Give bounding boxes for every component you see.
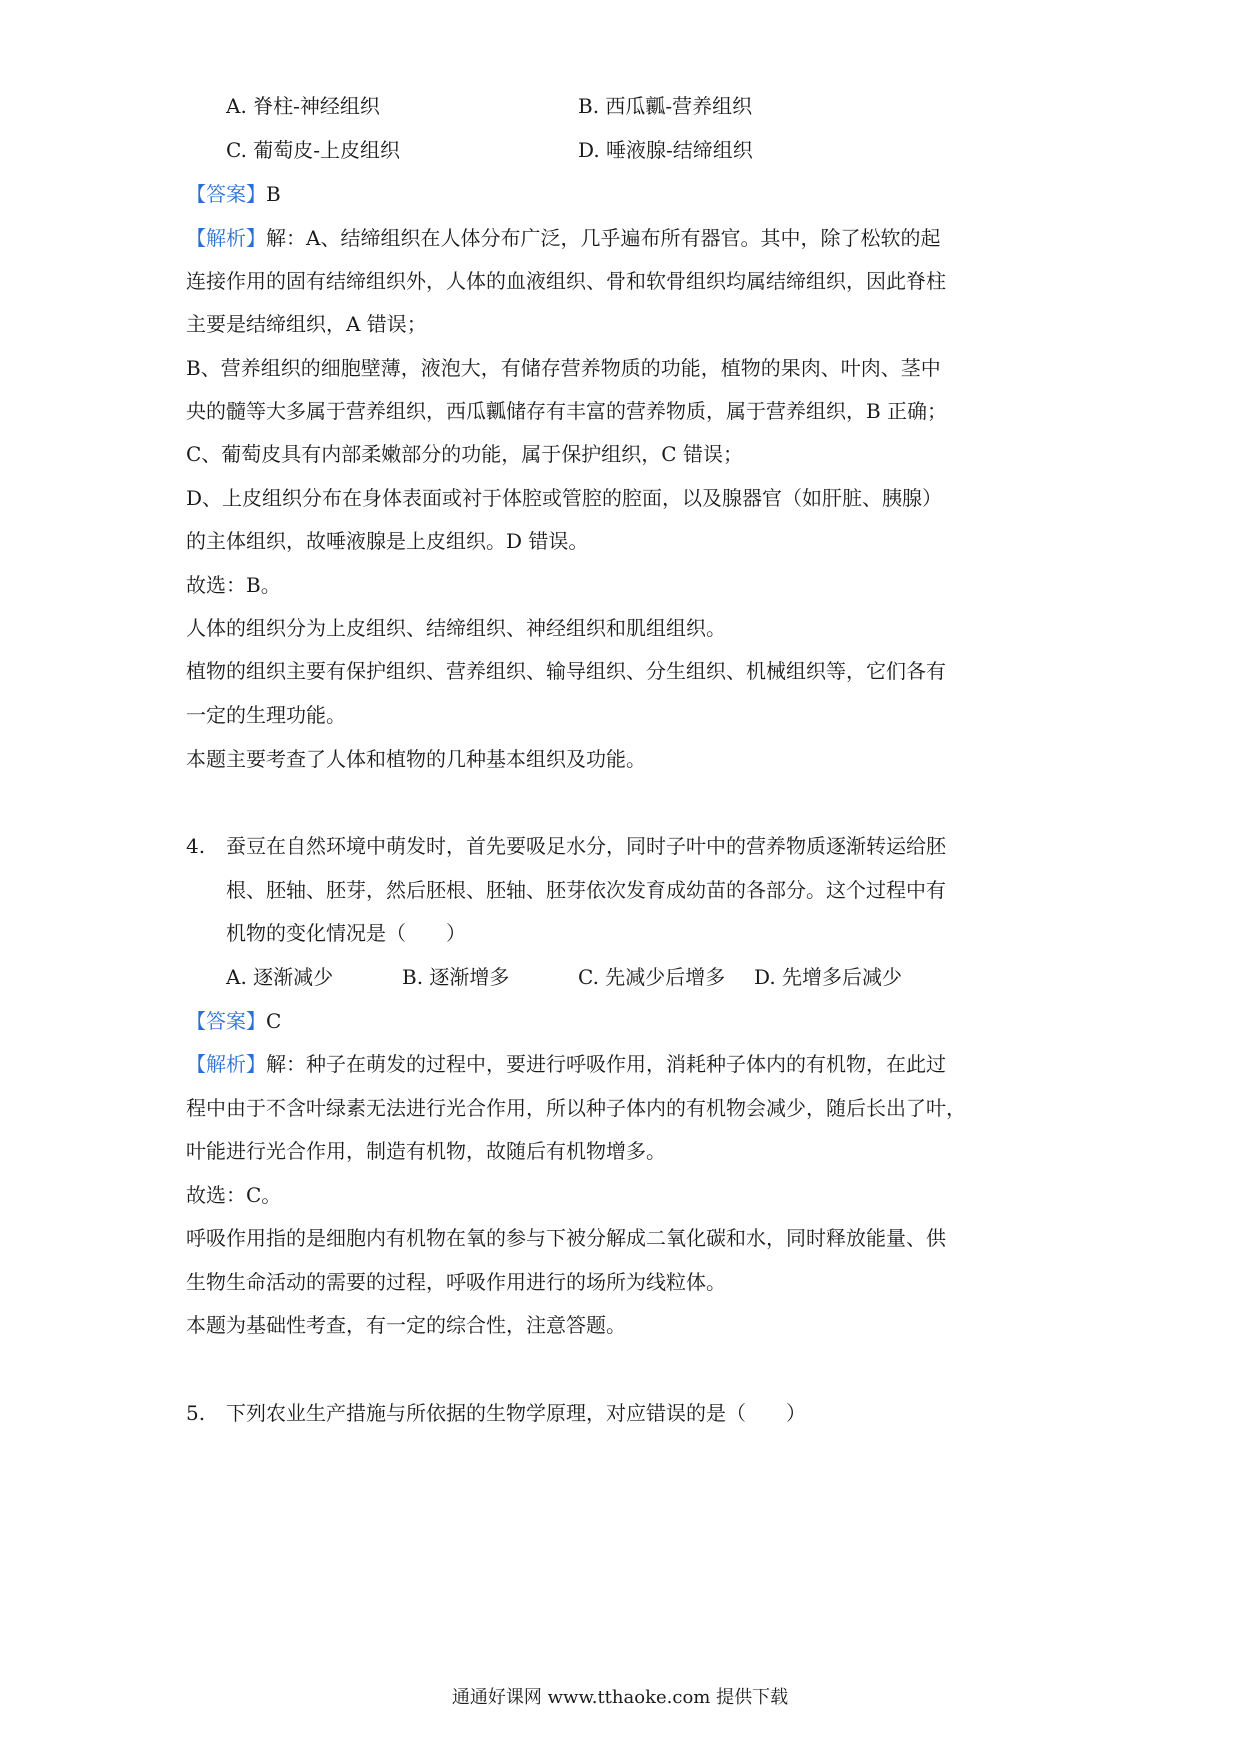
q4-analysis-line: 呼吸作用指的是细胞内有机物在氧的参与下被分解成二氧化碳和水，同时释放能量、供: [186, 1226, 946, 1250]
q4-analysis-line: 故选：C。: [186, 1183, 282, 1207]
q3-analysis-line: B、营养组织的细胞壁薄，液泡大，有储存营养物质的功能，植物的果肉、叶肉、茎中: [186, 356, 941, 380]
q4-answer-tag: 【答案】: [186, 1009, 266, 1033]
q3-analysis-line: D、上皮组织分布在身体表面或衬于体腔或管腔的腔面，以及腺器官（如肝脏、胰腺）: [186, 486, 943, 510]
q4-stem-line: 蚕豆在自然环境中萌发时，首先要吸足水分，同时子叶中的营养物质逐渐转运给胚: [226, 834, 946, 858]
q4-option-b: B. 逐渐增多: [402, 965, 510, 989]
q4-answer-value: C: [266, 1009, 282, 1033]
q3-analysis-line: 植物的组织主要有保护组织、营养组织、输导组织、分生组织、机械组织等，它们各有: [186, 659, 946, 683]
q4-analysis-text: 解：种子在萌发的过程中，要进行呼吸作用，消耗种子体内的有机物，在此过: [266, 1052, 946, 1076]
page-footer: 通通好课网 www.tthaoke.com 提供下载: [451, 1687, 789, 1708]
q3-answer-value: B: [266, 182, 281, 206]
q4-analysis-line: 本题为基础性考查，有一定的综合性，注意答题。: [186, 1313, 626, 1337]
q3-analysis-line: 连接作用的固有结缔组织外，人体的血液组织、骨和软骨组织均属结缔组织，因此脊柱: [186, 269, 946, 293]
q3-analysis-line: [186, 224, 940, 252]
q5-number: 5.: [186, 1401, 206, 1425]
q4-option-c: C. 先减少后增多: [578, 965, 726, 989]
q4-stem-line: 根、胚轴、胚芽，然后胚根、胚轴、胚芽依次发育成幼苗的各部分。这个过程中有: [226, 878, 946, 902]
q3-answer: [186, 180, 281, 208]
q4-analysis-line: 程中由于不含叶绿素无法进行光合作用，所以种子体内的有机物会减少，随后长出了叶，: [186, 1096, 966, 1120]
q3-option-b: B. 西瓜瓤-营养组织: [578, 94, 753, 118]
q4-option-a: A. 逐渐减少: [226, 965, 334, 989]
q4-option-d: D. 先增多后减少: [754, 965, 903, 989]
q3-answer-tag: 【答案】: [186, 182, 266, 206]
q4-number: 4.: [186, 834, 206, 858]
q3-analysis-text: 解：A、结缔组织在人体分布广泛，几乎遍布所有器官。其中，除了松软的起: [266, 226, 941, 250]
q3-analysis-line: 一定的生理功能。: [186, 703, 346, 727]
q3-option-a: A. 脊柱-神经组织: [226, 94, 380, 118]
q3-analysis-line: 本题主要考查了人体和植物的几种基本组织及功能。: [186, 747, 646, 771]
q3-analysis-line: 人体的组织分为上皮组织、结缔组织、神经组织和肌组组织。: [186, 616, 726, 640]
q4-analysis-line: 叶能进行光合作用，制造有机物，故随后有机物增多。: [186, 1139, 666, 1163]
q4-analysis-tag: 【解析】: [186, 1052, 266, 1076]
q4-answer: [186, 1007, 281, 1035]
q3-analysis-line: 的主体组织，故唾液腺是上皮组织。D 错误。: [186, 529, 589, 553]
q3-analysis-line: 故选：B。: [186, 573, 281, 597]
q3-option-d: D. 唾液腺-结缔组织: [578, 138, 753, 162]
q5-stem: 下列农业生产措施与所依据的生物学原理，对应错误的是（ ）: [226, 1401, 806, 1425]
q4-stem-line: 机物的变化情况是（ ）: [226, 921, 466, 945]
q3-analysis-line: C、葡萄皮具有内部柔嫩部分的功能，属于保护组织，C 错误；: [186, 442, 743, 466]
q3-analysis-line: 主要是结缔组织，A 错误；: [186, 312, 427, 336]
q4-analysis-line: 生物生命活动的需要的过程，呼吸作用进行的场所为线粒体。: [186, 1270, 726, 1294]
q3-analysis-line: 央的髓等大多属于营养组织，西瓜瓤储存有丰富的营养物质，属于营养组织，B 正确；: [186, 399, 948, 423]
q3-option-c: C. 葡萄皮-上皮组织: [226, 138, 401, 162]
q3-analysis-tag: 【解析】: [186, 226, 266, 250]
q4-analysis-line: [186, 1050, 946, 1078]
